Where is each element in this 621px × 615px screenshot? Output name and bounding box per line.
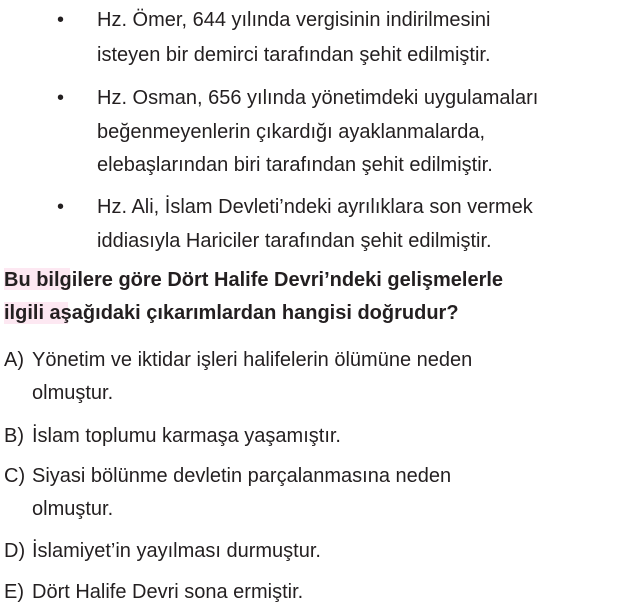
bullet-marker: •	[57, 9, 65, 31]
bullet-line: elebaşlarından biri tarafından şehit edilmiştir.	[97, 154, 493, 176]
bullet-line: iddiasıyla Hariciler tarafından şehit edilmiştir.	[97, 230, 492, 252]
option-text: Siyasi bölünme devletin parçalanmasına neden	[32, 465, 452, 487]
bullet-marker: •	[57, 87, 65, 109]
option-text: Dört Halife Devri sona ermiştir.	[32, 581, 304, 603]
bullet-line: beğenmeyenlerin çıkardığı ayaklanmalarda,	[97, 121, 485, 143]
question-line: Bu bilgilere göre Dört Halife Devri’ndeki gelişmelerle	[4, 269, 504, 291]
option-letter: C)	[4, 465, 26, 487]
bullet-line: isteyen bir demirci tarafından şehit edilmiştir.	[97, 44, 491, 66]
bullet-line: Hz. Ömer, 644 yılında vergisinin indirilmesini	[97, 9, 491, 31]
option-text: olmuştur.	[32, 498, 114, 520]
option-text: İslamiyet’in yayılması durmuştur.	[32, 540, 321, 562]
option-letter: E)	[4, 581, 24, 603]
option-text: İslam toplumu karmaşa yaşamıştır.	[32, 425, 341, 447]
question-line: ilgili aşağıdaki çıkarımlardan hangisi doğrudur?	[4, 302, 459, 324]
bullet-line: Hz. Ali, İslam Devleti’ndeki ayrılıklara son vermek	[97, 196, 533, 218]
bullet-line: Hz. Osman, 656 yılında yönetimdeki uygulamaları	[97, 87, 539, 109]
option-letter: B)	[4, 425, 24, 447]
option-letter: D)	[4, 540, 26, 562]
option-text: olmuştur.	[32, 382, 114, 404]
option-text: Yönetim ve iktidar işleri halifelerin ölümüne neden	[32, 349, 473, 371]
option-letter: A)	[4, 349, 24, 371]
bullet-marker: •	[57, 196, 65, 218]
